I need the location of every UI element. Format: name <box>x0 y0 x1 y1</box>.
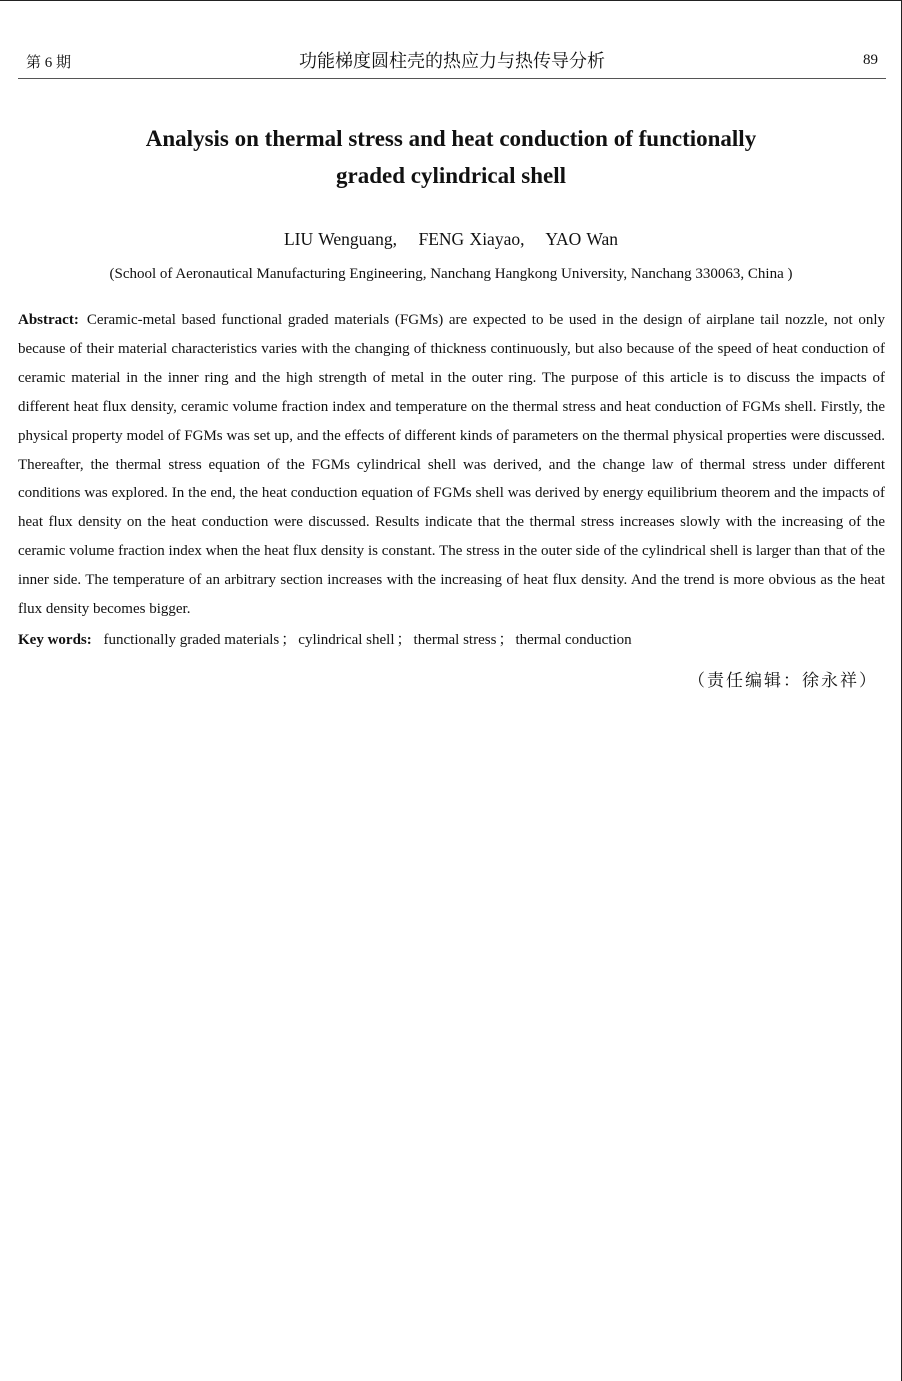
responsible-editor-note: （责任编辑：徐永祥） <box>688 671 878 690</box>
paper-title <box>60 120 842 194</box>
author-1: LIU Wenguang, <box>283 229 397 249</box>
journal-running-title: 功能梯度圆柱壳的热应力与热传导分析 <box>299 51 605 71</box>
author-list <box>0 229 902 250</box>
author-2: FENG Xiayao, <box>418 229 525 249</box>
paper-title-line-2: graded cylindrical shell <box>336 163 566 188</box>
keyword-separator: ； <box>498 632 514 648</box>
abstract-text: Ceramic-metal based functional graded materials (FGMs) are expected to be used in the design of airplane tail nozzle, not only because of their material characteristics varies with the changing of thickness continuously, but also because of the speed of heat conduction of ceramic material in the inner ring and the high strength of metal in the outer ring. The purpose of this article is to discuss the impacts of different heat flux density, ceramic volume fraction index and temperature on the thermal stress and heat conduction of FGMs shell. Firstly, the physical property model of FGMs was set up, and the effects of different kinds of parameters on the thermal physical properties were discussed. Thereafter, the thermal stress equation of the FGMs cylindrical shell was derived, and the change law of thermal stress under different conditions was explored. In the end, the heat conduction equation of FGMs shell was derived by energy equilibrium theorem and the impacts of heat flux density on the heat conduction were discussed. Results indicate that the thermal stress increases slowly with the increasing of the ceramic volume fraction index when the heat flux density is constant. The stress in the outer side of the cylindrical shell is larger than that of the inner side. The temperature of an arbitrary section increases with the increasing of heat flux density. And the trend is more obvious as the heat flux density becomes bigger. <box>18 312 885 618</box>
keyword-2: cylindrical shell <box>298 632 395 648</box>
keyword-separator: ； <box>396 632 412 648</box>
issue-number: 第 6 期 <box>26 55 72 71</box>
paper-title-line-1: Analysis on thermal stress and heat conduction of functionally <box>145 126 757 151</box>
keywords <box>18 626 885 654</box>
running-header <box>18 44 886 79</box>
keywords-label: Key words: <box>18 632 92 648</box>
affiliation: (School of Aeronautical Manufacturing Engineering, Nanchang Hangkong University, Nanchang 330063, China ) <box>109 266 793 282</box>
abstract <box>18 306 885 624</box>
keyword-separator: ； <box>281 632 297 648</box>
keyword-4: thermal conduction <box>515 632 632 648</box>
abstract-label: Abstract: <box>18 312 79 328</box>
author-3: YAO Wan <box>545 229 618 249</box>
keyword-1: functionally graded materials <box>103 632 280 648</box>
page-number: 89 <box>863 52 878 68</box>
keyword-3: thermal stress <box>413 632 497 648</box>
